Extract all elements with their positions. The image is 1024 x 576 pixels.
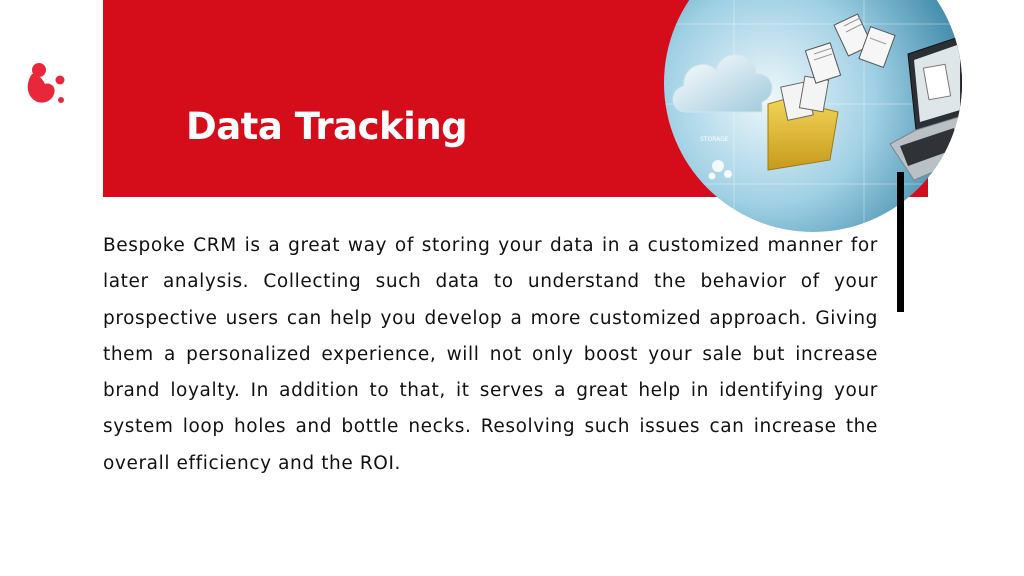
accent-line (897, 172, 904, 312)
storage-label: STORAGE (700, 136, 729, 143)
data-storage-photo (664, 0, 962, 232)
logo-icon (24, 60, 68, 106)
slide-title: Data Tracking (186, 105, 468, 148)
body-paragraph: Bespoke CRM is a great way of storing your data in a customized manner for later analysis. Collecting such data to understand the behavior of your prospective users can help you develop a more customized approach. Giving them a personalized experience, will not only boost your sale but increase brand loyalty. In addition to that, it serves a great help in identifying your system loop holes and bottle necks. Resolving such issues can increase the overall efficiency and the ROI. (103, 235, 878, 474)
